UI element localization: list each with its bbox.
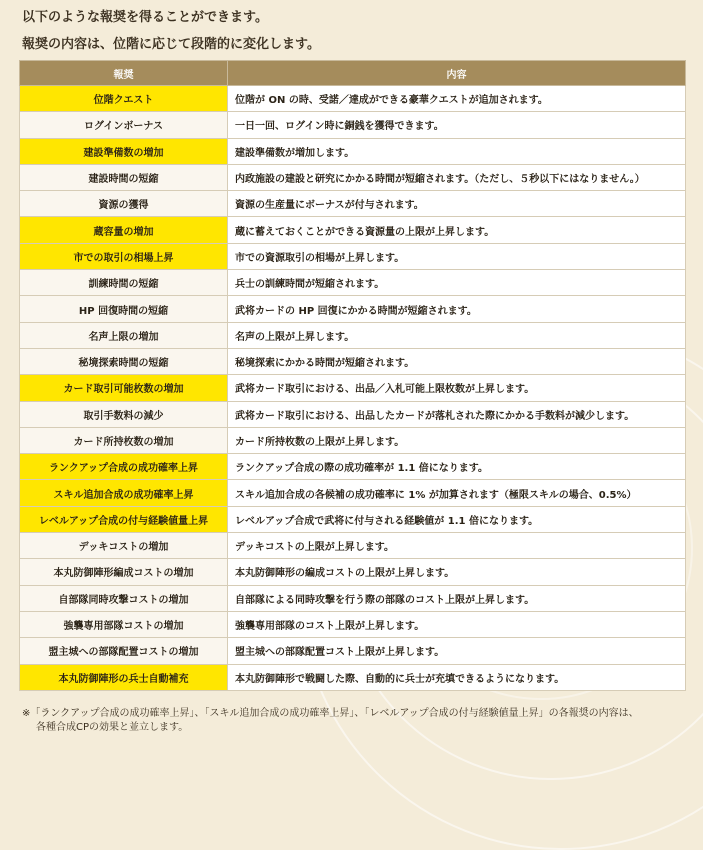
reward-name: 建設準備数の増加 — [20, 138, 228, 164]
reward-description: 自部隊による同時攻撃を行う際の部隊のコスト上限が上昇します。 — [228, 585, 686, 611]
reward-name: 訓練時間の短縮 — [20, 270, 228, 296]
reward-description: 秘境探索にかかる時間が短縮されます。 — [228, 348, 686, 374]
reward-description: 武将カード取引における、出品したカードが落札された際にかかる手数料が減少します。 — [228, 401, 686, 427]
table-row — [20, 322, 686, 348]
reward-name: 秘境探索時間の短縮 — [20, 348, 228, 374]
reward-name: 市での取引の相場上昇 — [20, 243, 228, 269]
table-row — [20, 112, 686, 138]
table-row — [20, 664, 686, 690]
reward-description: 本丸防御陣形の編成コストの上限が上昇します。 — [228, 559, 686, 585]
reward-name: デッキコストの増加 — [20, 533, 228, 559]
intro-subtext: 報奨の内容は、位階に応じて段階的に変化します。 — [22, 37, 320, 52]
table-row — [20, 164, 686, 190]
reward-name: レベルアップ合成の付与経験値量上昇 — [20, 506, 228, 532]
table-row — [20, 217, 686, 243]
footnote-line: ※「ランクアップ合成の成功確率上昇」、「スキル追加合成の成功確率上昇」、「レベルアップ合成の付与経験値量上昇」の各報奨の内容は、 — [22, 708, 639, 719]
reward-description: 武将カード取引における、出品／入札可能上限枚数が上昇します。 — [228, 375, 686, 401]
table-row — [20, 348, 686, 374]
rewards-table — [19, 60, 686, 691]
table-header-row — [20, 61, 686, 86]
table-row — [20, 270, 686, 296]
table-row — [20, 243, 686, 269]
reward-description: 強襲専用部隊のコスト上限が上昇します。 — [228, 611, 686, 637]
table-row — [20, 401, 686, 427]
table-row — [20, 191, 686, 217]
footnote-line: 各種合成CPの効果と並立します。 — [36, 722, 189, 733]
reward-name: スキル追加合成の成功確率上昇 — [20, 480, 228, 506]
reward-name: 位階クエスト — [20, 86, 228, 112]
reward-name: 盟主城への部隊配置コストの増加 — [20, 638, 228, 664]
table-row — [20, 638, 686, 664]
intro-text: 以下のような報奨を得ることができます。 — [22, 10, 268, 25]
reward-description: 盟主城への部隊配置コスト上限が上昇します。 — [228, 638, 686, 664]
table-row — [20, 454, 686, 480]
reward-description: スキル追加合成の各候補の成功確率に 1% が加算されます（極限スキルの場合、0.5%） — [228, 480, 686, 506]
reward-description: 武将カードの HP 回復にかかる時間が短縮されます。 — [228, 296, 686, 322]
table-row — [20, 427, 686, 453]
column-header-content: 内容 — [228, 61, 686, 86]
reward-description: 名声の上限が上昇します。 — [228, 322, 686, 348]
reward-name: カード取引可能枚数の増加 — [20, 375, 228, 401]
footnote — [22, 707, 682, 735]
reward-description: 内政施設の建設と研究にかかる時間が短縮されます。（ただし、５秒以下にはなりません。） — [228, 164, 686, 190]
reward-description: デッキコストの上限が上昇します。 — [228, 533, 686, 559]
reward-name: 蔵容量の増加 — [20, 217, 228, 243]
reward-name: カード所持枚数の増加 — [20, 427, 228, 453]
table-row — [20, 559, 686, 585]
reward-description: 市での資源取引の相場が上昇します。 — [228, 243, 686, 269]
table-row — [20, 296, 686, 322]
reward-name: 強襲専用部隊コストの増加 — [20, 611, 228, 637]
table-row — [20, 585, 686, 611]
reward-description: 資源の生産量にボーナスが付与されます。 — [228, 191, 686, 217]
reward-name: 名声上限の増加 — [20, 322, 228, 348]
reward-name: 取引手数料の減少 — [20, 401, 228, 427]
table-row — [20, 138, 686, 164]
reward-name: HP 回復時間の短縮 — [20, 296, 228, 322]
table-row — [20, 480, 686, 506]
column-header-reward: 報奨 — [20, 61, 228, 86]
reward-name: ランクアップ合成の成功確率上昇 — [20, 454, 228, 480]
reward-name: 自部隊同時攻撃コストの増加 — [20, 585, 228, 611]
table-row — [20, 86, 686, 112]
table-row — [20, 506, 686, 532]
reward-description: レベルアップ合成で武将に付与される経験値が 1.1 倍になります。 — [228, 506, 686, 532]
table-row — [20, 375, 686, 401]
reward-description: 本丸防御陣形で戦闘した際、自動的に兵士が充填できるようになります。 — [228, 664, 686, 690]
reward-name: ログインボーナス — [20, 112, 228, 138]
reward-name: 本丸防御陣形編成コストの増加 — [20, 559, 228, 585]
reward-description: カード所持枚数の上限が上昇します。 — [228, 427, 686, 453]
reward-description: 蔵に蓄えておくことができる資源量の上限が上昇します。 — [228, 217, 686, 243]
table-row — [20, 611, 686, 637]
table-row — [20, 533, 686, 559]
reward-name: 資源の獲得 — [20, 191, 228, 217]
reward-description: 位階が ON の時、受諾／達成ができる豪華クエストが追加されます。 — [228, 86, 686, 112]
reward-name: 建設時間の短縮 — [20, 164, 228, 190]
reward-description: 兵士の訓練時間が短縮されます。 — [228, 270, 686, 296]
reward-description: 建設準備数が増加します。 — [228, 138, 686, 164]
reward-name: 本丸防御陣形の兵士自動補充 — [20, 664, 228, 690]
reward-description: 一日一回、ログイン時に銅銭を獲得できます。 — [228, 112, 686, 138]
reward-description: ランクアップ合成の際の成功確率が 1.1 倍になります。 — [228, 454, 686, 480]
